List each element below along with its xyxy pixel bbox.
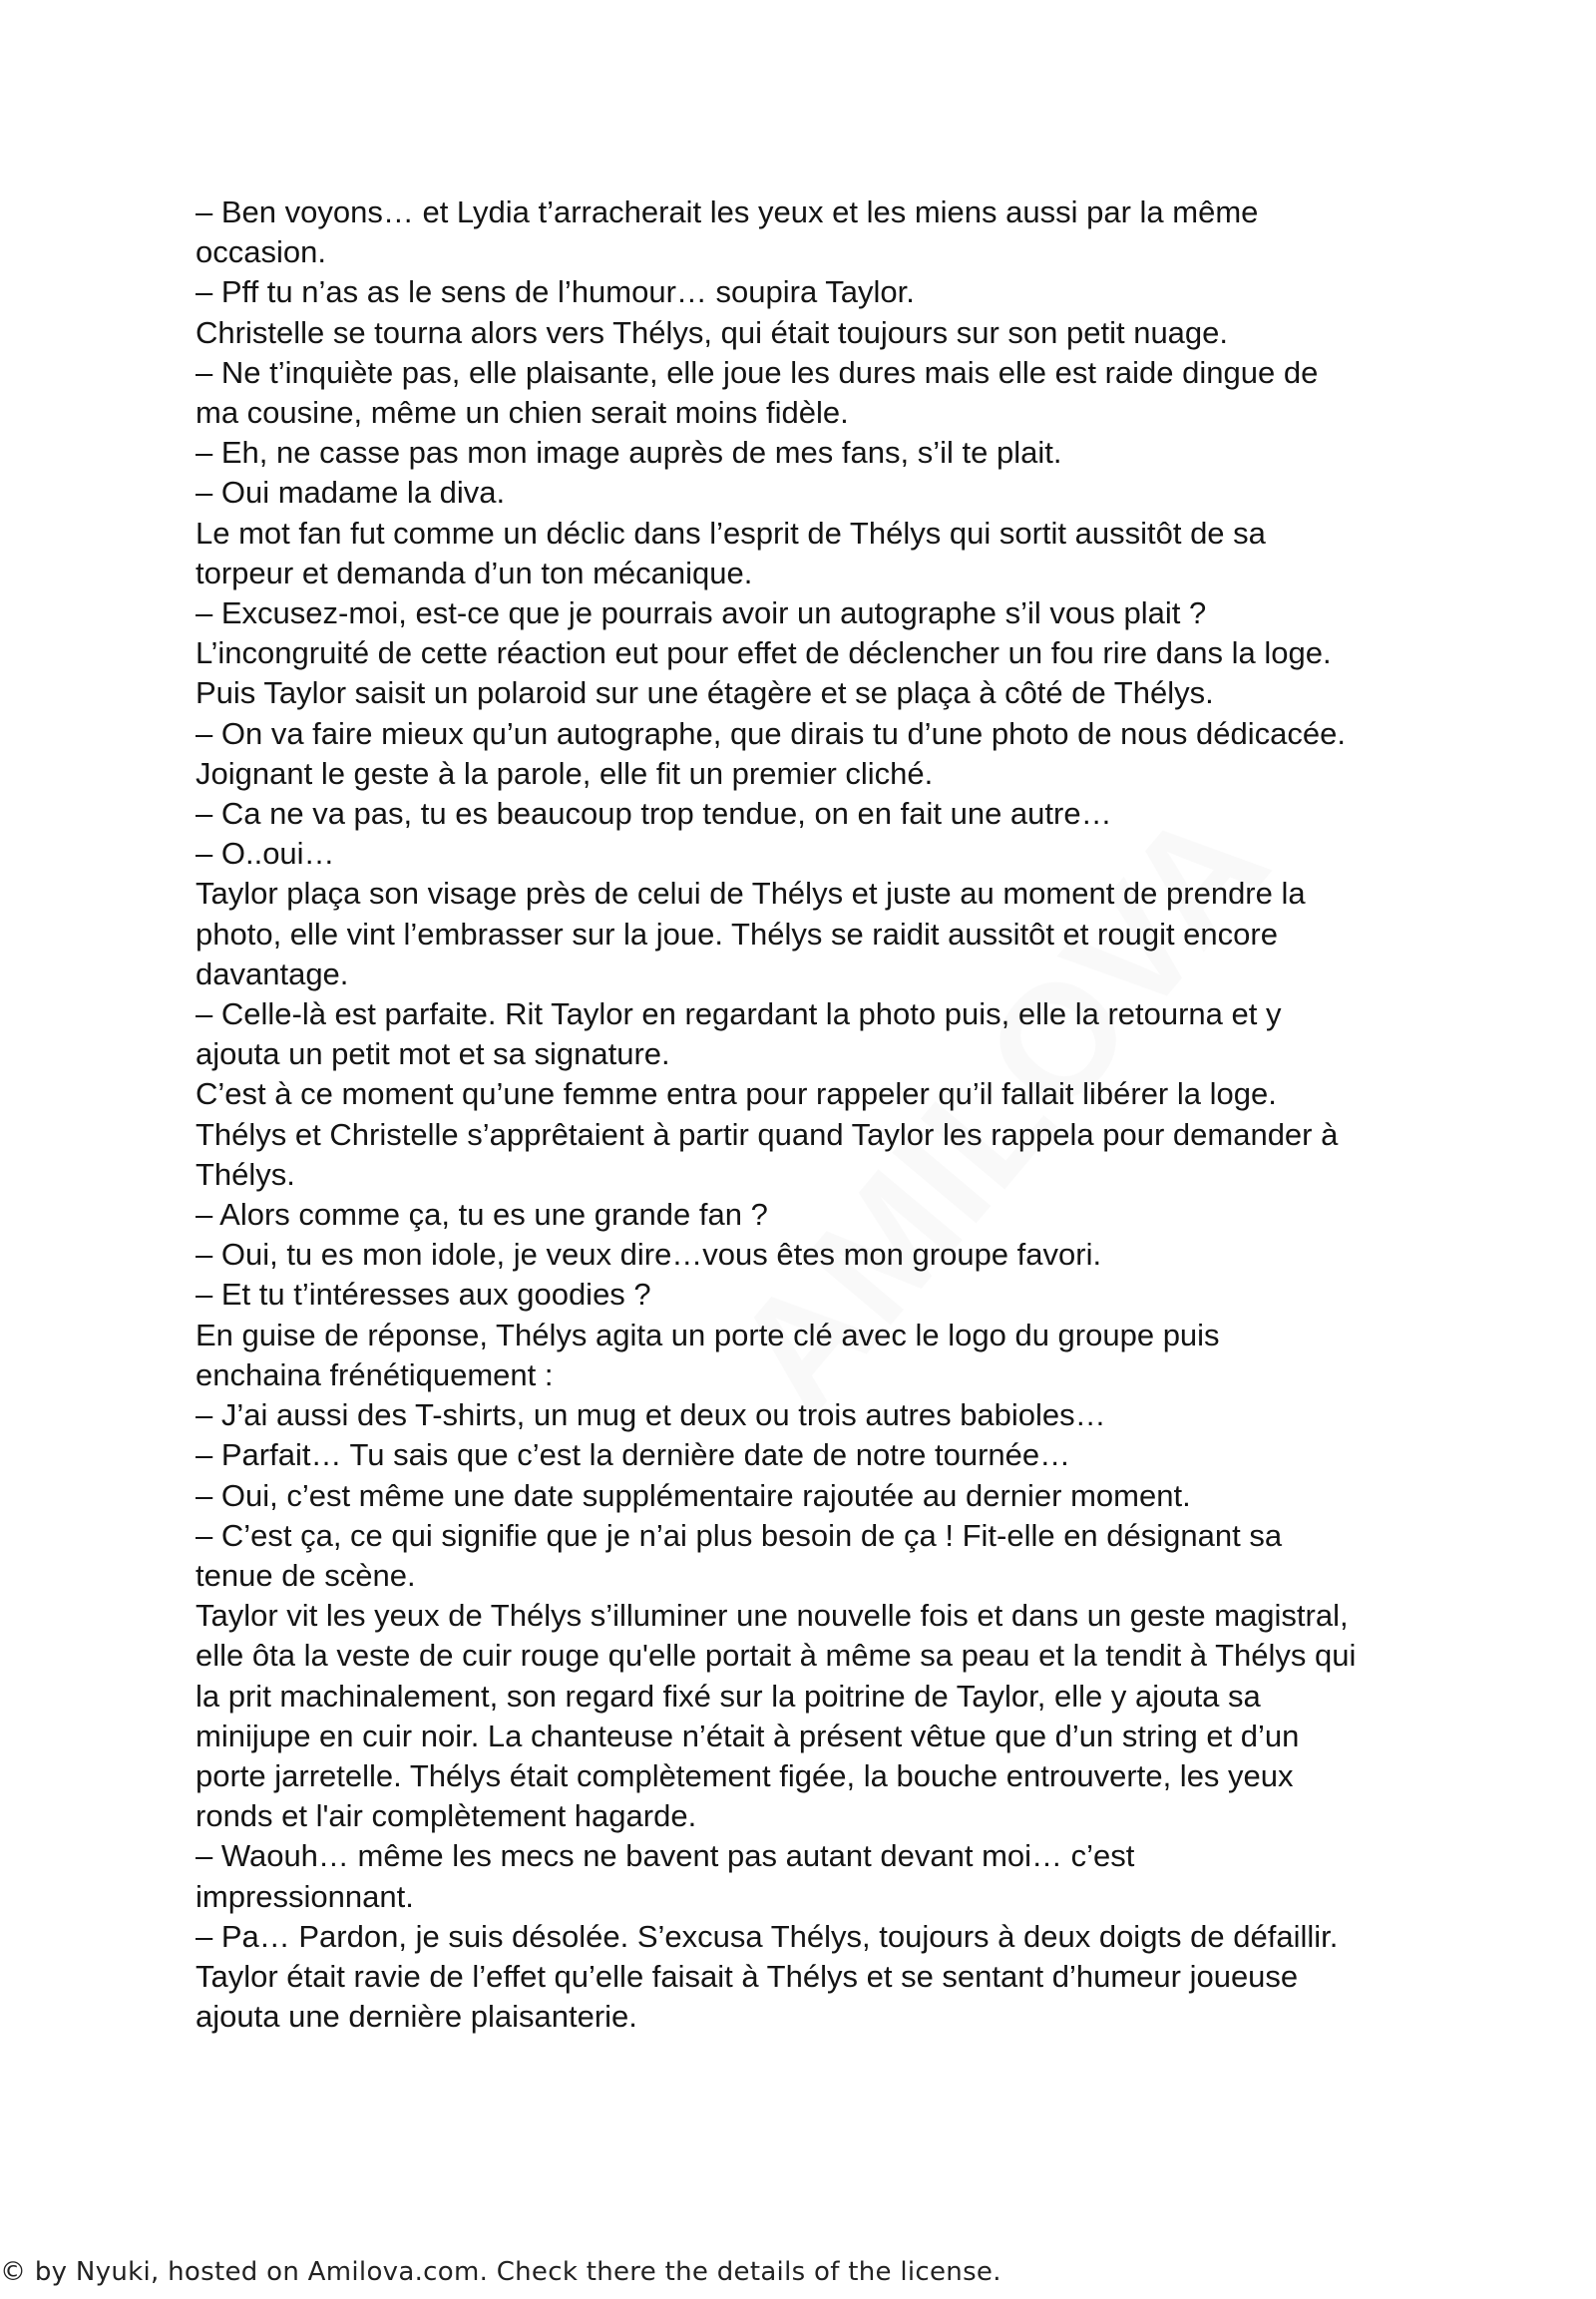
text-line: Thélys et Christelle s’apprêtaient à partir quand Taylor les rappela pour demander à — [196, 1116, 1339, 1152]
text-line: – Ben voyons… et Lydia t’arracherait les yeux et les miens aussi par la même — [196, 194, 1259, 229]
text-line: Taylor vit les yeux de Thélys s’illuminer une nouvelle fois et dans un geste magistral, — [196, 1598, 1349, 1634]
text-line: enchaina frénétiquement : — [196, 1356, 554, 1392]
text-line: Thélys. — [196, 1156, 295, 1192]
text-line: – Ne t’inquiète pas, elle plaisante, elle joue les dures mais elle est raide dingue de — [196, 354, 1319, 390]
text-line: – Pff tu n’as as le sens de l’humour… soupira Taylor. — [196, 274, 915, 310]
text-line: – C’est ça, ce qui signifie que je n’ai plus besoin de ça ! Fit-elle en désignant sa — [196, 1517, 1283, 1553]
text-line: Puis Taylor saisit un polaroid sur une étagère et se plaça à côté de Thélys. — [196, 675, 1214, 711]
text-line: occasion. — [196, 234, 326, 270]
text-line: – Oui madame la diva. — [196, 475, 506, 511]
text-line: C’est à ce moment qu’une femme entra pour rappeler qu’il fallait libérer la loge. — [196, 1076, 1277, 1112]
text-line: – On va faire mieux qu’un autographe, que dirais tu d’une photo de nous dédicacée. — [196, 715, 1346, 751]
text-line: tenue de scène. — [196, 1557, 416, 1593]
text-line: impressionnant. — [196, 1878, 414, 1914]
text-line: minijupe en cuir noir. La chanteuse n’était à présent vêtue que d’un string et d’un — [196, 1718, 1300, 1753]
text-line: photo, elle vint l’embrasser sur la joue. Thélys se raidit aussitôt et rougit encore — [196, 916, 1278, 952]
text-line: – Oui, c’est même une date supplémentaire rajoutée au dernier moment. — [196, 1477, 1191, 1513]
text-line: ma cousine, même un chien serait moins fidèle. — [196, 395, 849, 431]
text-line: L’incongruité de cette réaction eut pour effet de déclencher un fou rire dans la loge. — [196, 635, 1332, 671]
text-line: – Excusez-moi, est-ce que je pourrais avoir un autographe s’il vous plait ? — [196, 595, 1207, 631]
license-footer: © by Nyuki, hosted on Amilova.com. Check there the details of the license. — [0, 2257, 1001, 2287]
text-line: – O..oui… — [196, 836, 335, 872]
text-line: Taylor était ravie de l’effet qu’elle faisait à Thélys et se sentant d’humeur joueuse — [196, 1958, 1299, 1994]
text-line: Taylor plaça son visage près de celui de Thélys et juste au moment de prendre la — [196, 876, 1306, 912]
text-line: Christelle se tourna alors vers Thélys, qui était toujours sur son petit nuage. — [196, 314, 1229, 350]
text-line: la prit machinalement, son regard fixé sur la poitrine de Taylor, elle y ajouta sa — [196, 1678, 1261, 1714]
text-line: – J’ai aussi des T-shirts, un mug et deux ou trois autres babioles… — [196, 1397, 1106, 1433]
text-line: – Eh, ne casse pas mon image auprès de mes fans, s’il te plait. — [196, 435, 1062, 471]
text-line: – Parfait… Tu sais que c’est la dernière date de notre tournée… — [196, 1437, 1071, 1473]
text-line: – Celle-là est parfaite. Rit Taylor en regardant la photo puis, elle la retourna et y — [196, 996, 1282, 1032]
text-line: – Ca ne va pas, tu es beaucoup trop tendue, on en fait une autre… — [196, 796, 1112, 832]
text-line: Joignant le geste à la parole, elle fit un premier cliché. — [196, 755, 934, 791]
text-line: davantage. — [196, 956, 349, 991]
text-line: Le mot fan fut comme un déclic dans l’esprit de Thélys qui sortit aussitôt de sa — [196, 515, 1266, 551]
document-body — [196, 192, 1442, 2037]
text-line: – Waouh… même les mecs ne bavent pas autant devant moi… c’est — [196, 1838, 1135, 1874]
text-line: – Et tu t’intéresses aux goodies ? — [196, 1277, 651, 1313]
text-line: – Pa… Pardon, je suis désolée. S’excusa Thélys, toujours à deux doigts de défaillir. — [196, 1918, 1339, 1954]
text-line: ajouta un petit mot et sa signature. — [196, 1036, 670, 1072]
text-line: porte jarretelle. Thélys était complètement figée, la bouche entrouverte, les yeux — [196, 1757, 1294, 1793]
text-line: – Alors comme ça, tu es une grande fan ? — [196, 1197, 768, 1233]
text-line: En guise de réponse, Thélys agita un porte clé avec le logo du groupe puis — [196, 1317, 1220, 1352]
text-line: ajouta une dernière plaisanterie. — [196, 1999, 637, 2035]
text-line: elle ôta la veste de cuir rouge qu'elle portait à même sa peau et la tendit à Thélys qui — [196, 1638, 1357, 1674]
text-line: – Oui, tu es mon idole, je veux dire…vous êtes mon groupe favori. — [196, 1237, 1102, 1273]
text-line: torpeur et demanda d’un ton mécanique. — [196, 555, 753, 590]
text-line: ronds et l'air complètement hagarde. — [196, 1798, 697, 1834]
